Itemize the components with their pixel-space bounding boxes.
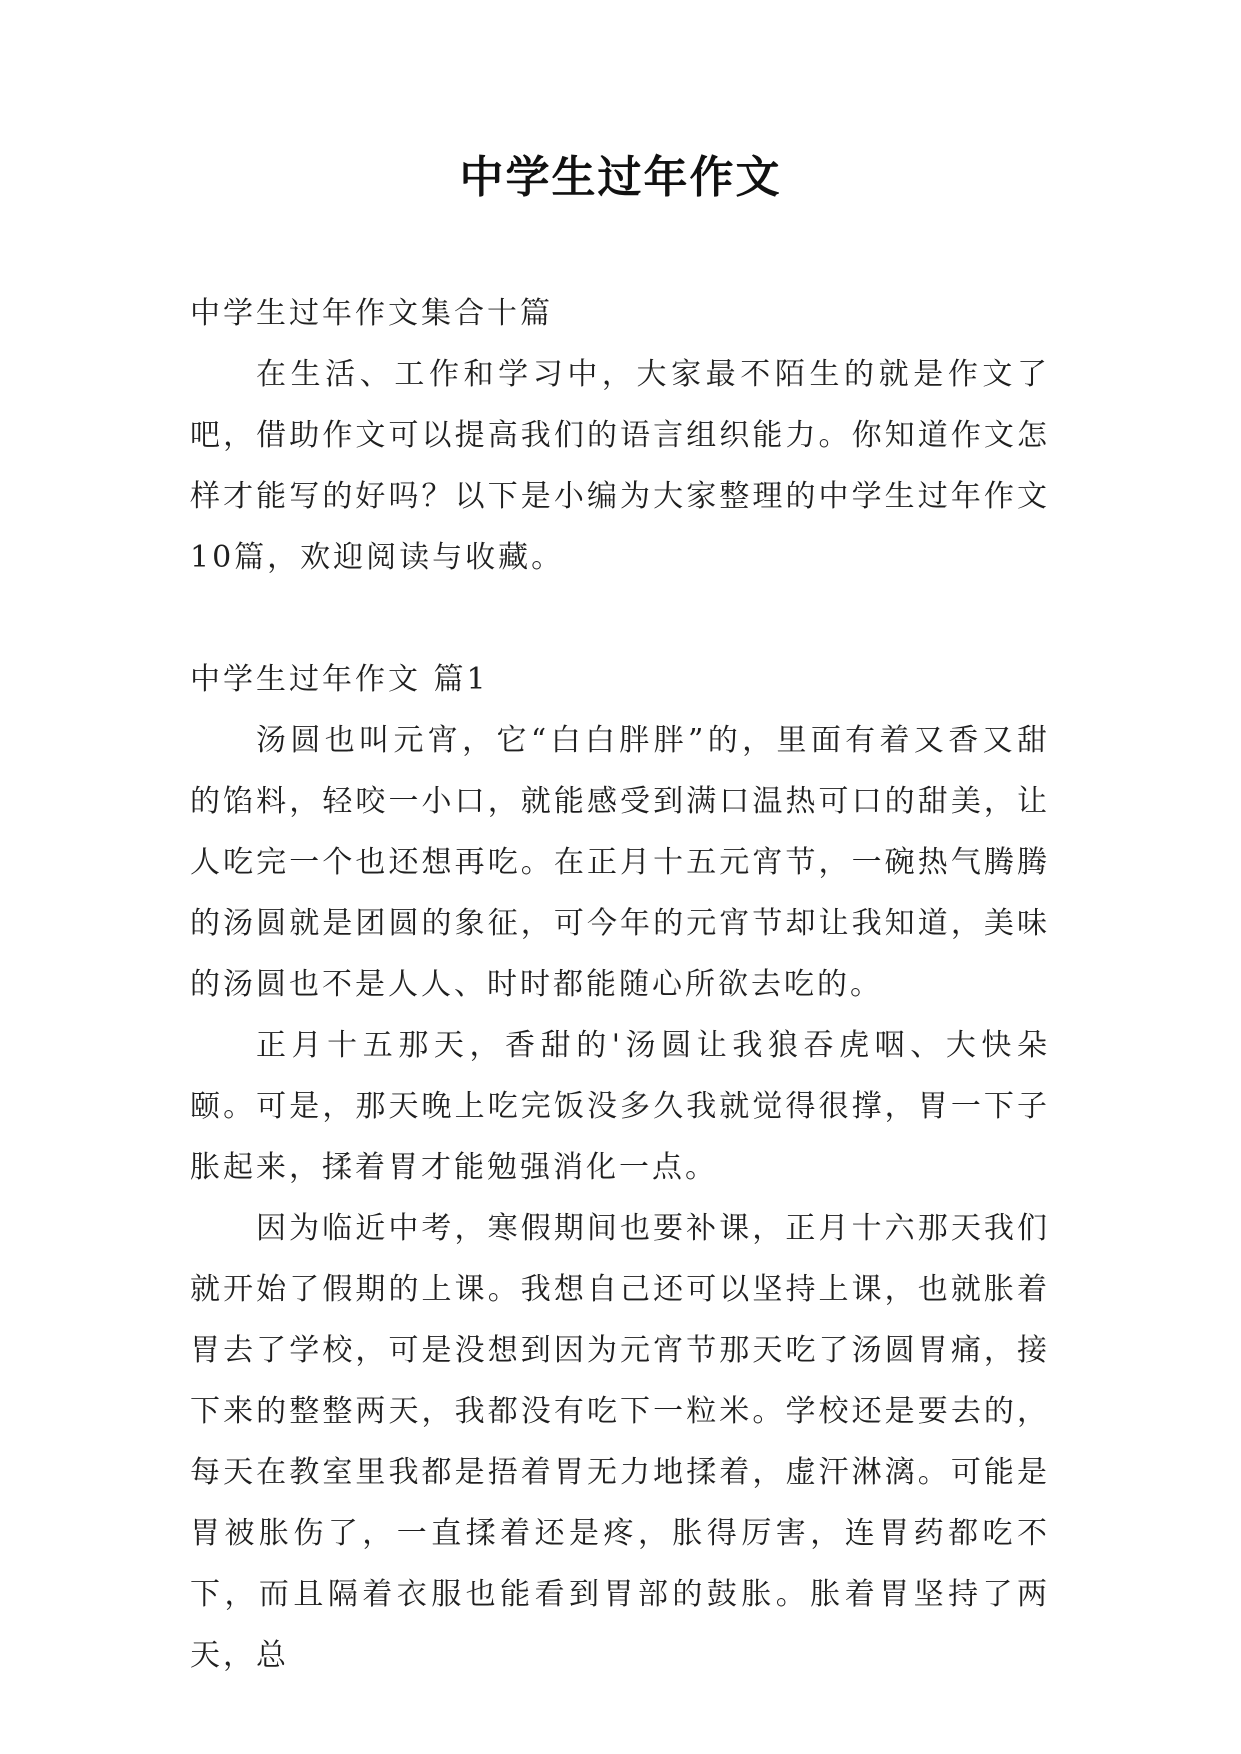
essay-paragraph-2: 正月十五那天，香甜的'汤圆让我狼吞虎咽、大快朵颐。可是，那天晚上吃完饭没多久我就觉得很撑，胃一下子胀起来，揉着胃才能勉强消化一点。 (190, 1028, 1050, 1185)
document-title: 中学生过年作文 (459, 152, 782, 203)
section-spacer (190, 588, 1050, 649)
section-heading: 中学生过年作文 篇1 (190, 662, 489, 697)
intro-paragraph: 在生活、工作和学习中，大家最不陌生的就是作文了吧，借助作文可以提高我们的语言组织能力。你知道作文怎样才能写的好吗？以下是小编为大家整理的中学生过年作文10篇，欢迎阅读与收藏。 (190, 357, 1050, 575)
document-body (190, 283, 1050, 1686)
essay-paragraph-3: 因为临近中考，寒假期间也要补课，正月十六那天我们就开始了假期的上课。我想自己还可以坚持上课，也就胀着胃去了学校，可是没想到因为元宵节那天吃了汤圆胃痛，接下来的整整两天，我都没有吃下一粒米。学校还是要去的，每天在教室里我都是捂着胃无力地揉着，虚汗淋漓。可能是胃被胀伤了，一直揉着还是疼，胀得厉害，连胃药都吃不下，而且隔着衣服也能看到胃部的鼓胀。胀着胃坚持了两天，总 (190, 1211, 1050, 1673)
essay-paragraph-1: 汤圆也叫元宵，它“白白胖胖”的，里面有着又香又甜的馅料，轻咬一小口，就能感受到满口温热可口的甜美，让人吃完一个也还想再吃。在正月十五元宵节，一碗热气腾腾的汤圆就是团圆的象征，可今年的元宵节却让我知道，美味的汤圆也不是人人、时时都能随心所欲去吃的。 (190, 723, 1050, 1002)
collection-subtitle: 中学生过年作文集合十篇 (190, 296, 553, 331)
